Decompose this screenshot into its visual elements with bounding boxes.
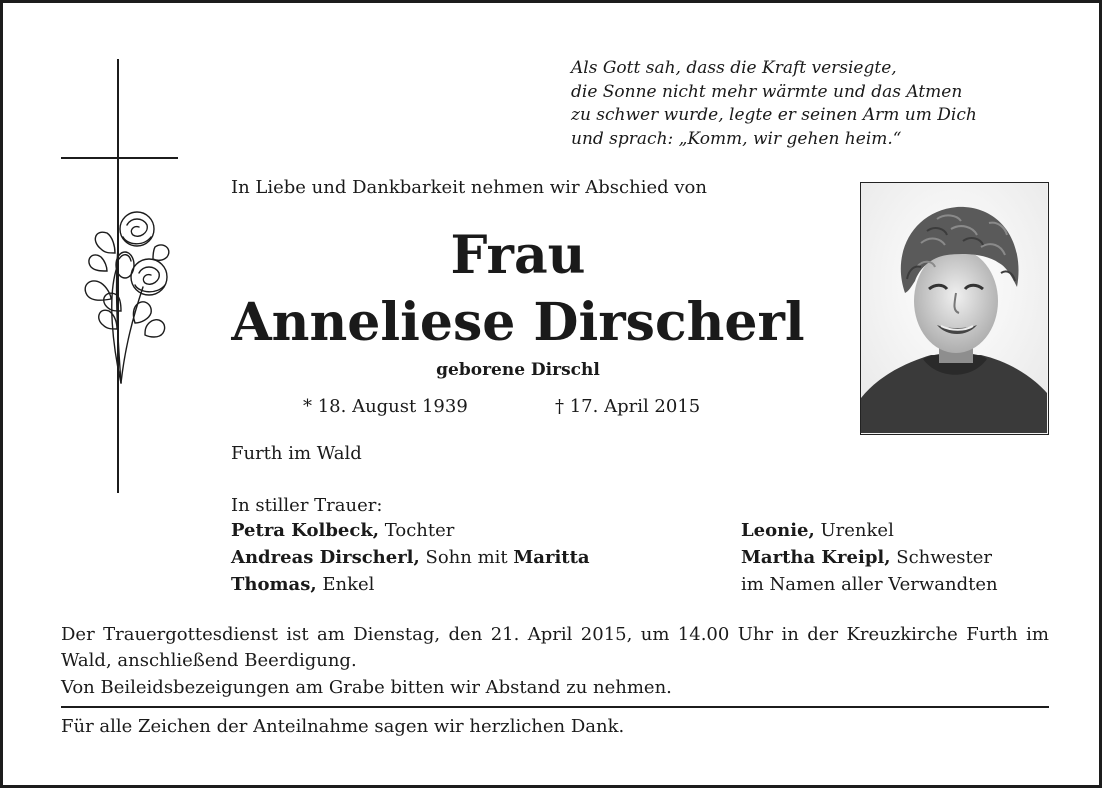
- deceased-name: Anneliese Dirscherl: [231, 292, 805, 353]
- death-date: † 17. April 2015: [555, 396, 701, 417]
- mourner-entry: Andreas Dirscherl, Sohn mit Maritta: [231, 547, 590, 568]
- mourner-entry: Leonie, Urenkel: [741, 520, 894, 541]
- birth-date: * 18. August 1939: [303, 396, 468, 417]
- quote-line: die Sonne nicht mehr wärmte und das Atmen: [571, 81, 963, 102]
- quote: [571, 57, 977, 151]
- condolence-request: Von Beileidsbezeigungen am Grabe bitten wir Abstand zu nehmen.: [61, 677, 672, 698]
- quote-line: Als Gott sah, dass die Kraft versiegte,: [571, 58, 897, 78]
- mourners-right: [741, 517, 998, 598]
- roses-icon: [77, 207, 177, 393]
- quote-line: zu schwer wurde, legte er seinen Arm um Dich: [571, 105, 977, 125]
- place: Furth im Wald: [231, 443, 362, 464]
- portrait-photo: [860, 182, 1049, 435]
- mourners-left: [231, 517, 590, 598]
- divider: [61, 706, 1049, 708]
- birth-name: geborene Dirschl: [436, 360, 600, 380]
- intro-text: In Liebe und Dankbarkeit nehmen wir Abschied von: [231, 177, 707, 198]
- mourners-label: In stiller Trauer:: [231, 495, 383, 516]
- quote-line: und sprach: „Komm, wir gehen heim.“: [571, 128, 902, 149]
- service-info: Der Trauergottesdienst ist am Dienstag, den 21. April 2015, um 14.00 Uhr in der Kreuzkirche Furth im Wald, anschließend Beerdigung.: [61, 624, 1049, 671]
- cross-icon-bar: [61, 157, 178, 159]
- mourner-entry: Thomas, Enkel: [231, 574, 375, 595]
- thanks-text: Für alle Zeichen der Anteilnahme sagen wir herzlichen Dank.: [61, 716, 625, 737]
- salutation: Frau: [450, 225, 586, 286]
- mourner-entry: Martha Kreipl, Schwester: [741, 547, 993, 568]
- mourner-entry: Petra Kolbeck, Tochter: [231, 520, 455, 541]
- mourner-entry: im Namen aller Verwandten: [741, 574, 998, 595]
